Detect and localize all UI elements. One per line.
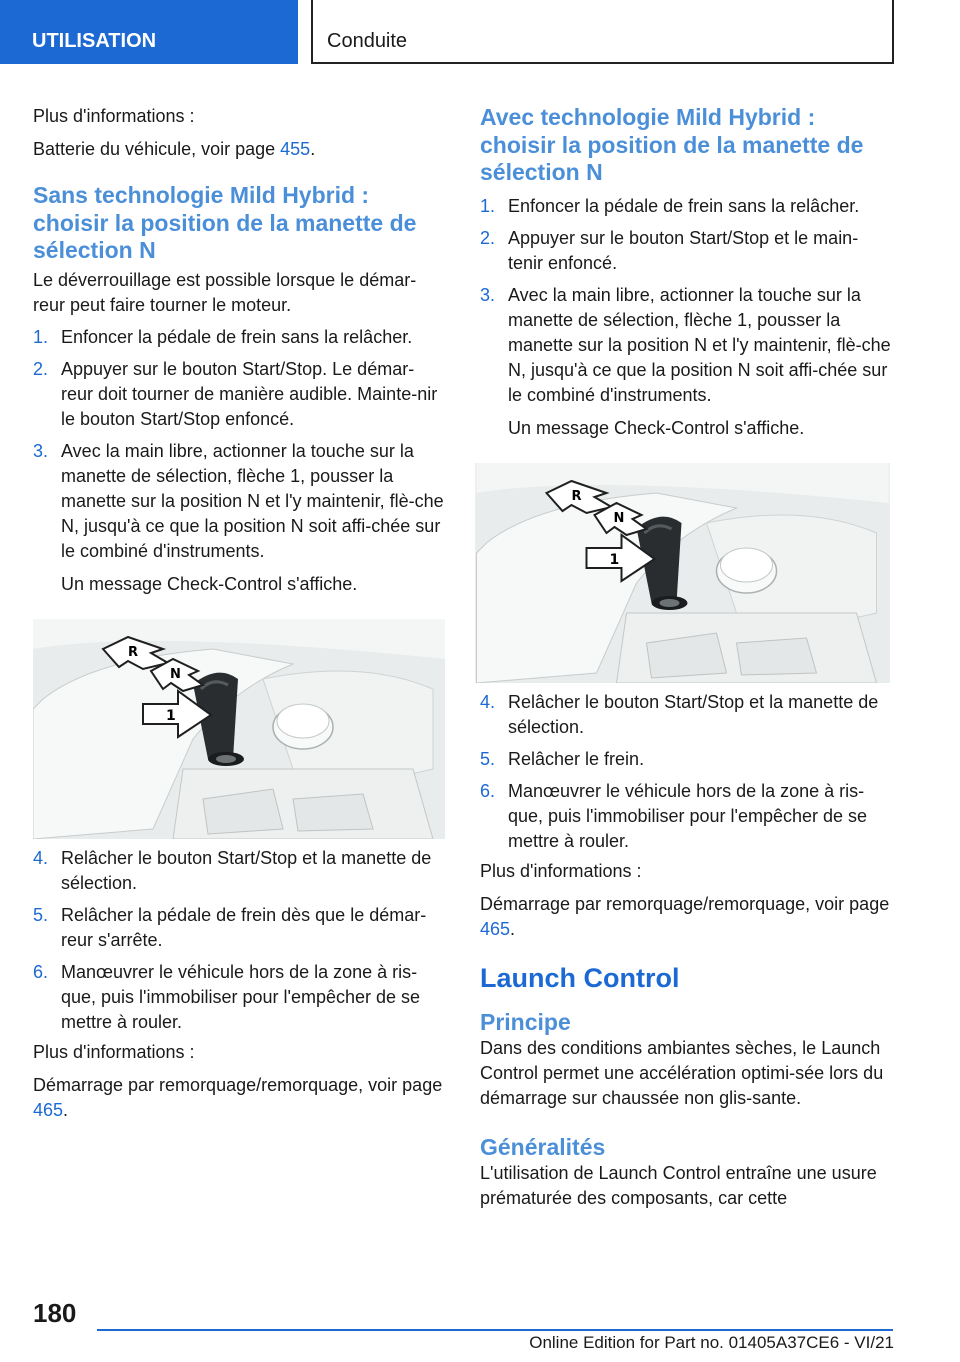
right-column bbox=[480, 104, 892, 1211]
section-header bbox=[311, 0, 894, 64]
figure-label-r: R bbox=[571, 488, 582, 504]
step-item: 2. Appuyer sur le bouton Start/Stop et le main‐tenir enfoncé. bbox=[480, 227, 859, 273]
step-item: 1. Enfoncer la pédale de frein sans la relâcher. bbox=[33, 326, 413, 347]
step-item: 4. Relâcher le bouton Start/Stop et la manette de sélection. bbox=[33, 847, 432, 893]
figure-label-r: R bbox=[128, 644, 139, 660]
more-info-reference: Démarrage par remorquage/remorquage, voir page 465. bbox=[480, 893, 890, 939]
page-link-465[interactable]: 465 bbox=[480, 918, 511, 939]
principe-title: Principe bbox=[480, 1008, 571, 1035]
footer-divider bbox=[97, 1329, 893, 1331]
figure-label-1: 1 bbox=[166, 707, 176, 724]
info-label: Plus d'informations : bbox=[33, 106, 195, 126]
principe-text: Dans des conditions ambiantes sèches, le Launch Control permet une accélération optimi‐sée lors du démarrage sur chaussée non glis‐sante. bbox=[480, 1037, 884, 1108]
step-item: 5. Relâcher le frein. bbox=[480, 748, 645, 769]
steps-list-left bbox=[33, 325, 445, 597]
heading-without-mild-hybrid: Sans technologie Mild Hybrid : choisir la position de la manette de sélection N bbox=[33, 182, 417, 263]
step-item: 1. Enfoncer la pédale de frein sans la relâcher. bbox=[480, 195, 860, 216]
gear-selector-figure bbox=[475, 463, 890, 683]
step-item: 6. Manœuvrer le véhicule hors de la zone à ris‐que, puis l'immobiliser pour l'empêcher de se mettre à rouler. bbox=[480, 780, 868, 851]
more-info-reference: Démarrage par remorquage/remorquage, voir page 465. bbox=[33, 1074, 443, 1120]
step-item: 6. Manœuvrer le véhicule hors de la zone à ris‐que, puis l'immobiliser pour l'empêcher de se mettre à rouler. bbox=[33, 961, 421, 1032]
footer-edition: Online Edition for Part no. 01405A37CE6 - VI/21 bbox=[529, 1333, 894, 1352]
step-item: 3. Avec la main libre, actionner la touche sur la manette de sélection, flèche 1, pousser la manette sur la position N et l'y maintenir, flè‐che N, jusqu'à ce que la position N soit affi‐chée sur le combiné d'instruments. Un message Check-Control s'affiche. bbox=[480, 284, 891, 438]
step-item: 4. Relâcher le bouton Start/Stop et la manette de sélection. bbox=[480, 691, 879, 737]
step-item: 3. Avec la main libre, actionner la touche sur la manette de sélection, flèche 1, pousser la manette sur la position N et l'y maintenir, flè‐che N, jusqu'à ce que la position N soit affi‐chée sur le combiné d'instruments. Un message Check-Control s'affiche. bbox=[33, 440, 444, 594]
section-label: Conduite bbox=[327, 30, 408, 52]
figure-label-n: N bbox=[170, 666, 181, 682]
more-info-label: Plus d'informations : bbox=[480, 860, 642, 881]
left-column bbox=[33, 104, 445, 1123]
steps-list-left-continued bbox=[33, 846, 445, 1035]
page-number: 180 bbox=[33, 1298, 77, 1328]
heading-with-mild-hybrid: Avec technologie Mild Hybrid : choisir la position de la manette de sélection N bbox=[480, 104, 864, 185]
intro-text: Le déverrouillage est possible lorsque le démar‐reur peut faire tourner le moteur. bbox=[33, 269, 417, 315]
page-link-455[interactable]: 455 bbox=[280, 139, 311, 159]
figure-label-1: 1 bbox=[609, 551, 620, 568]
figure-label-n: N bbox=[613, 510, 625, 526]
info-reference: Batterie du véhicule, voir page 455. bbox=[33, 139, 316, 159]
generalites-title: Généralités bbox=[480, 1133, 606, 1160]
generalites-text: L'utilisation de Launch Control entraîne une usure prématurée des composants, car cette bbox=[480, 1162, 877, 1208]
steps-list-right-continued bbox=[480, 690, 892, 854]
chapter-label: UTILISATION bbox=[32, 30, 157, 52]
more-info-label: Plus d'informations : bbox=[33, 1041, 195, 1062]
launch-control-title: Launch Control bbox=[480, 962, 680, 993]
step-item: 2. Appuyer sur le bouton Start/Stop. Le démar‐reur doit tourner de manière audible. Mainte‐nir le bouton Start/Stop enfoncé. bbox=[33, 358, 438, 429]
chapter-tab[interactable] bbox=[0, 0, 298, 64]
page-link-465[interactable]: 465 bbox=[33, 1099, 64, 1120]
steps-list-right bbox=[480, 194, 892, 441]
gear-selector-figure bbox=[33, 619, 445, 839]
step-item: 5. Relâcher la pédale de frein dès que le démar‐reur s'arrête. bbox=[33, 904, 427, 950]
